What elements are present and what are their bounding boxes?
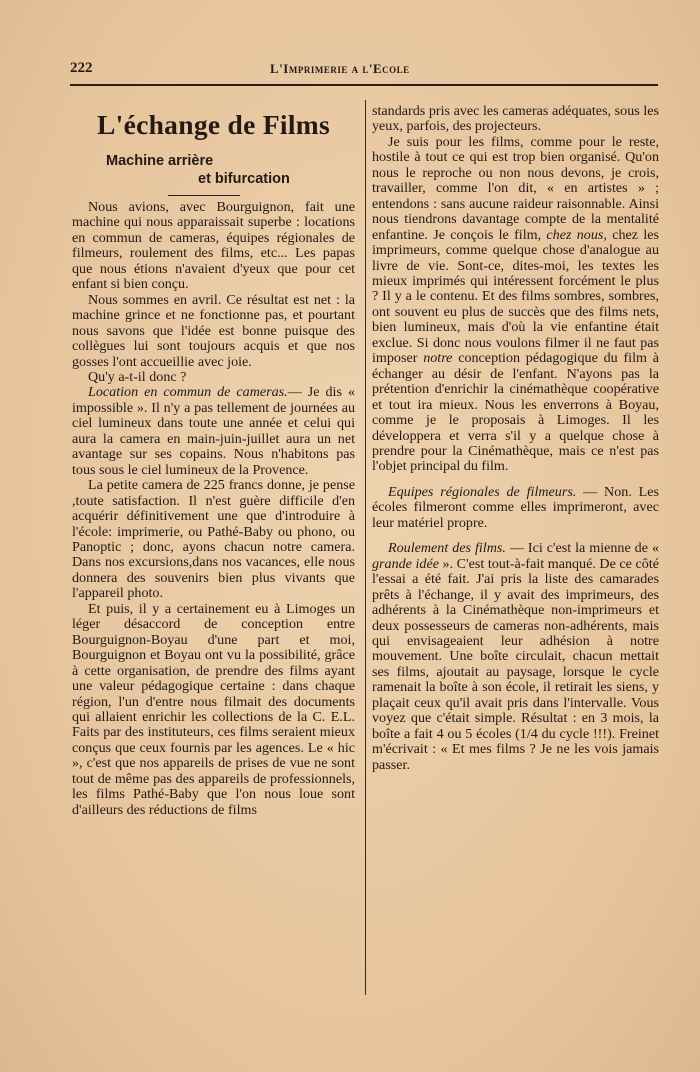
subtitle-line-2: et bifurcation: [198, 171, 290, 187]
paragraph: La petite camera de 225 francs donne, je pense ,toute satisfaction. Il n'est guère difficile d'en acquérir définitivement une que d'introduire à l'école: imprimerie, ou Pathé-Baby ou phono, ou Panoptic ; donc, ayons chacun notre camera. Dans nos excursions,dans nos vacances, elle nous donnera des souvenirs bien plus vivants que l'appareil photo.: [72, 477, 355, 602]
paragraph-heading: Roulement des films.: [388, 540, 506, 557]
page-number: 222: [70, 60, 93, 76]
paragraph: Qu'y a-t-il donc ?: [88, 368, 187, 385]
column-rule: [365, 100, 366, 995]
paragraph: Nous sommes en avril. Ce résultat est net : la machine grince et ne fonctionne pas, et pourtant nous savons que l'idée est bonne puisque des collègues lui sont toujours acquis et que nos gosses l'ont accueillie avec joie.: [72, 291, 355, 370]
paragraph-heading: Equipes régionales de filmeurs.: [388, 483, 577, 500]
running-head: [70, 60, 660, 80]
left-column: [72, 104, 355, 818]
paragraph: [372, 485, 659, 531]
emphasis: grande idée: [372, 555, 439, 572]
paragraph: Nous avions, avec Bourguignon, fait une machine qui nous apparaissait superbe : locations en commun de cameras, équipes régionales de filmeurs, roulement des films, etc... Les papas que nous étions n'avaient d'yeux que pour cet enfant si bien conçu.: [72, 199, 355, 293]
paragraph: [372, 541, 659, 773]
paragraph: [372, 135, 659, 475]
paragraph-text: — Non. Les écoles filmeront comme elles imprimeront, avec leur matériel propre.: [372, 483, 659, 531]
paragraph-text: — Je dis « impossible ». Il n'y a pas tellement de journées au ciel lumineux dans toute une année et celui qui aura la camera en main-juin-juillet aura un net avantage sur ses copains. Nous n'habitons pas tous sous le ciel lumineux de la Provence.: [72, 384, 355, 478]
right-column: [372, 104, 659, 773]
header-rule: [70, 84, 658, 86]
journal-title: L'Imprimerie a l'Ecole: [270, 61, 410, 76]
emphasis: chez nous,: [546, 226, 607, 243]
paragraph: Et puis, il y a certainement eu à Limoges un léger désaccord de conception entre Bourguignon-Boyau d'une part et moi, Bourguignon et Boyau ont vu la possibilité, grâce à cette organisation, de prendre des films ayant une valeur pédagogique certaine : dans chaque région, l'un d'entre nous filmait des documents qui allaient enrichir les collections de la C. E.L. Faits par des instituteurs, ces films seraient mieux conçus que ceux fournis par les agences. Le « hic », c'est que nos appareils de prises de vue ne sont tout de même pas des appareils de professionnels, les films Pathé-Baby que l'on nous loue sont d'ailleurs des réductions de films: [72, 600, 355, 818]
subtitle-line-1: Machine arrière: [106, 153, 214, 169]
paragraph-text: — Ici c'est la mienne de «: [509, 540, 659, 557]
article-subtitle: [72, 152, 355, 188]
paragraph-text: ». C'est tout-à-fait manqué. De ce côté l'essai a été fait. J'ai pris la liste des camarades prêts à l'échange, il y avait des imprimeurs, des adhérents à la Cinémathèque non-imprimeurs et deux possesseurs de cameras non-adhérents, mais qui envisageaient leur adhésion à notre mouvement. Une boîte circulait, chacun mettait ses films, ajoutait au paysage, lorsque le cycle ramenait la boîte à son école, il retirait les siens, y plaçait ceux qu'il avait pris dans l'intervalle. Vous voyez que c'était simple. Résultat : en 3 mois, la boîte a fait 4 ou 5 écoles (1/4 du cycle !!!). Freinet m'écrivait : « Et mes films ? Je ne les vois jamais passer.: [372, 555, 659, 773]
paragraph: standards pris avec les cameras adéquates, sous les yeux, parfois, des projecteurs.: [372, 103, 659, 135]
paragraph-text: conception pédagogique du film à échanger au désir de l'enfant. N'ayons pas la prétention d'enrichir la cinémathèque coopérative et tout ira mieux. Nous les enverrons à Boyau, comme je le proposais à Limoges. Il les développera et verra s'il y a quelque chose à prendre pour la Cinémathèque, mais ce n'est pas l'objet principal du film.: [372, 350, 659, 475]
paragraph: [72, 385, 355, 478]
paragraph-text: Je suis pour les films, comme pour le reste, hostile à tout ce qui est trop bien organisé. Qu'on nous le reproche ou non nous devons, je crois, travailler, comme l'on dit, « en artistes » ; entendons : sans aucune raideur raisonnable. Ainsi nous tiendrons davantage compte de la mentalité enfantine. Je conçois le film,: [372, 133, 659, 243]
paragraph-text: chez les imprimeurs, comme quelque chose d'analogue au livre de vie. Sont-ce, dites-moi, les textes les mieux imprimés qui intéressent forcément le plus ? Il y a le contenu. Et des films sombres, sombres, ont souvent eu plus de succès que des films nets, bien lumineux, mais d'où la vie enfantine était exclue. Si donc nous voulons filmer il ne faut pas imposer: [372, 226, 659, 367]
subtitle-rule: [168, 195, 240, 196]
paragraph-heading: Location en commun de cameras.: [88, 384, 288, 401]
article-title: L'échange de Films: [96, 109, 331, 140]
emphasis: notre: [423, 350, 453, 367]
